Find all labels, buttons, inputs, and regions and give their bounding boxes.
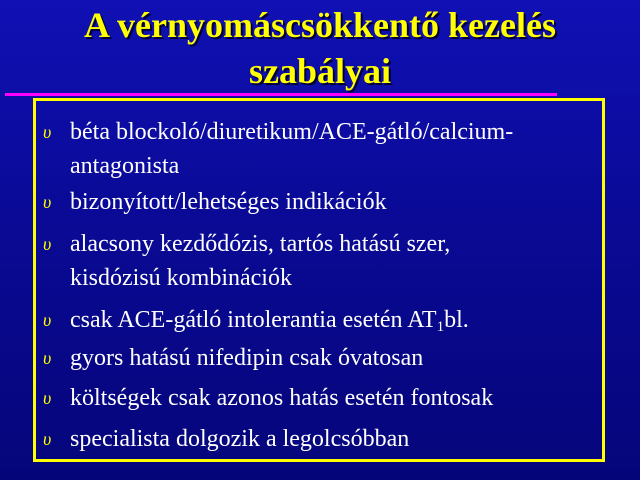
title-divider [5,93,557,96]
list-item-line: gyors hatású nifedipin csak óvatosan [70,345,424,371]
list-item-text [70,422,600,456]
slide-title [0,2,640,94]
list-item-text [70,303,600,344]
subscript-text: 1 [436,319,445,335]
list-item-line: alacsony kezdődózis, tartós hatású szer, [70,231,451,257]
slide-title-line-1: A vérnyomáscsökkentő kezelés [84,5,556,45]
bullet-icon: υ [43,192,52,212]
list-item-line: béta blockoló/diuretikum/ACE-gátló/calcium- [70,119,514,145]
bullet-icon: υ [43,122,52,142]
list-item-line: bizonyított/lehetséges indikációk [70,189,387,215]
bullet-icon: υ [43,234,52,254]
list-item-line: költségek csak azonos hatás esetén fontosak [70,385,494,411]
list-item-text [70,381,600,415]
bullet-panel [33,98,605,462]
bullet-icon: υ [43,348,52,368]
bullet-icon: υ [43,310,52,330]
list-item-text-main: csak ACE-gátló intolerantia esetén AT [70,307,437,333]
list-item-text-suffix: bl. [444,307,469,333]
list-item-text [70,341,600,375]
list-item-line: specialista dolgozik a legolcsóbban [70,426,410,452]
list-item-text [70,115,600,183]
bullet-icon: υ [43,388,52,408]
list-item-text [70,185,600,219]
slide-title-line-2: szabályai [248,51,391,91]
bullet-icon: υ [43,429,52,449]
list-item-line: antagonista [70,153,180,179]
list-item-line: kisdózisú kombinációk [70,265,292,291]
list-item-text [70,227,600,295]
